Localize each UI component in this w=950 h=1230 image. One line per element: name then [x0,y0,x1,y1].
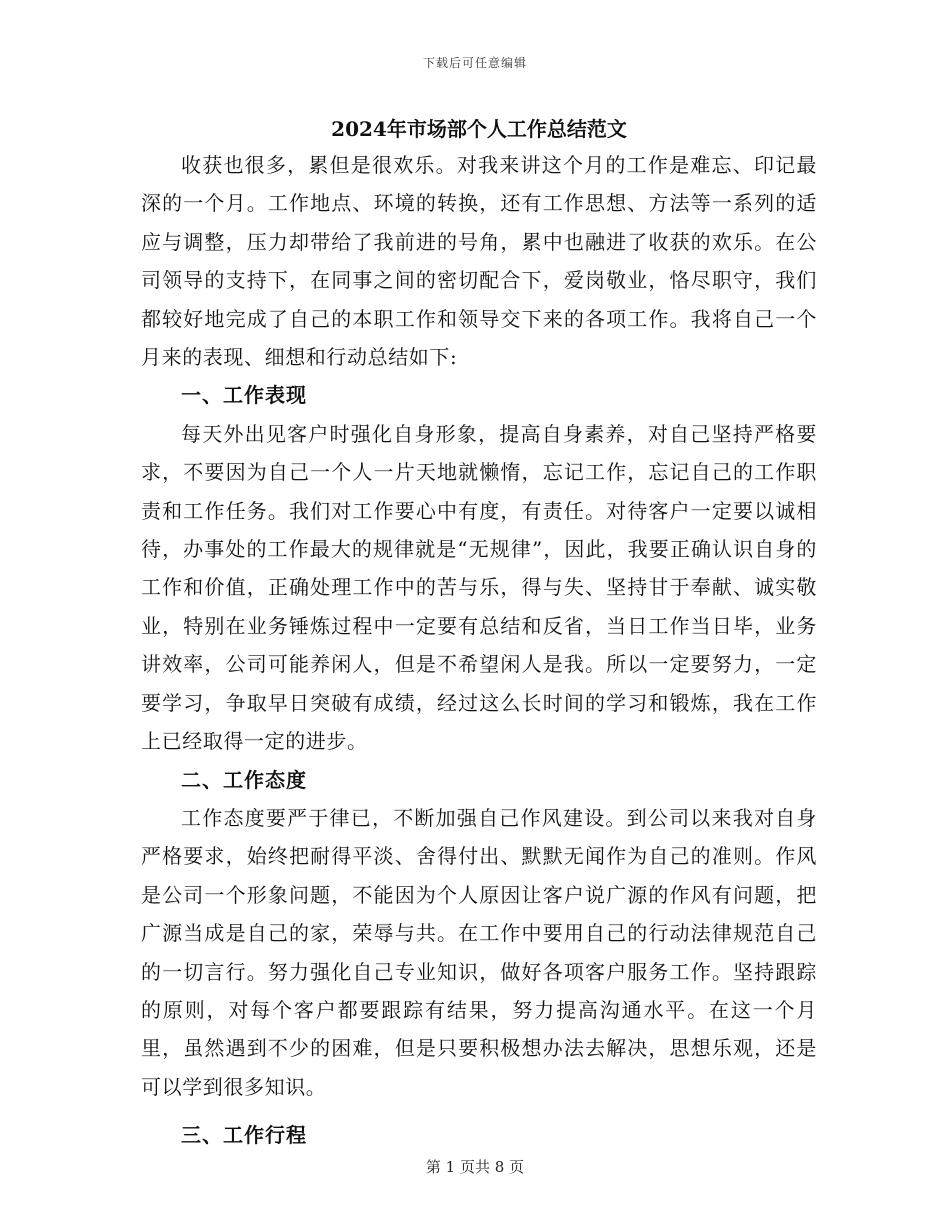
section-body-performance: 每天外出见客户时强化自身形象，提高自身素养，对自己坚持严格要求，不要因为自己一个人一片天地就懒惰，忘记工作，忘记自己的工作职责和工作任务。我们对工作要心中有度，有责任。对待客户一定要以诚相待，办事处的工作最大的规律就是“无规律”，因此，我要正确认识自身的工作和价值，正确处理工作中的苦与乐，得与失、坚持甘于奉献、诚实敬业，特别在业务锤炼过程中一定要有总结和反省，当日工作当日毕，业务讲效率，公司可能养闲人，但是不希望闲人是我。所以一定要努力，一定要学习，争取早日突破有成绩，经过这么长时间的学习和锻炼，我在工作上已经取得一定的进步。 [141,421,817,754]
section-heading-schedule: 三、工作行程 [181,1123,307,1148]
header-note: 下载后可任意编辑 [422,56,527,70]
section-heading-attitude: 二、工作态度 [181,767,307,792]
document-body [141,112,817,1155]
section-body-attitude: 工作态度要严于律已，不断加强自己作风建设。到公司以来我对自身严格要求，始终把耐得平淡、舍得付出、默默无闻作为自己的准则。作风是公司一个形象问题，不能因为个人原因让客户说广源的作风有问题，把广源当成是自己的家，荣辱与共。在工作中要用自己的行动法律规范自己的一切言行。努力强化自己专业知识，做好各项客户服务工作。坚持跟踪的原则，对每个客户都要跟踪有结果，努力提高沟通水平。在这一个月里，虽然遇到不少的困难，但是只要积极想办法去解决，思想乐观，还是可以学到很多知识。 [141,805,817,1099]
intro-paragraph: 收获也很多，累但是很欢乐。对我来讲这个月的工作是难忘、印记最深的一个月。工作地点、环境的转换，还有工作思想、方法等一系列的适应与调整，压力却带给了我前进的号角，累中也融进了收获的欢乐。在公司领导的支持下，在同事之间的密切配合下，爱岗敬业，恪尽职守，我们都较好地完成了自己的本职工作和领导交下来的各项工作。我将自己一个月来的表现、细想和行动总结如下: [141,153,817,370]
page-number: 第 1 页共 8 页 [425,1158,525,1176]
section-heading-performance: 一、工作表现 [181,383,307,408]
document-title: 2024年市场部个人工作总结范文 [331,117,627,141]
